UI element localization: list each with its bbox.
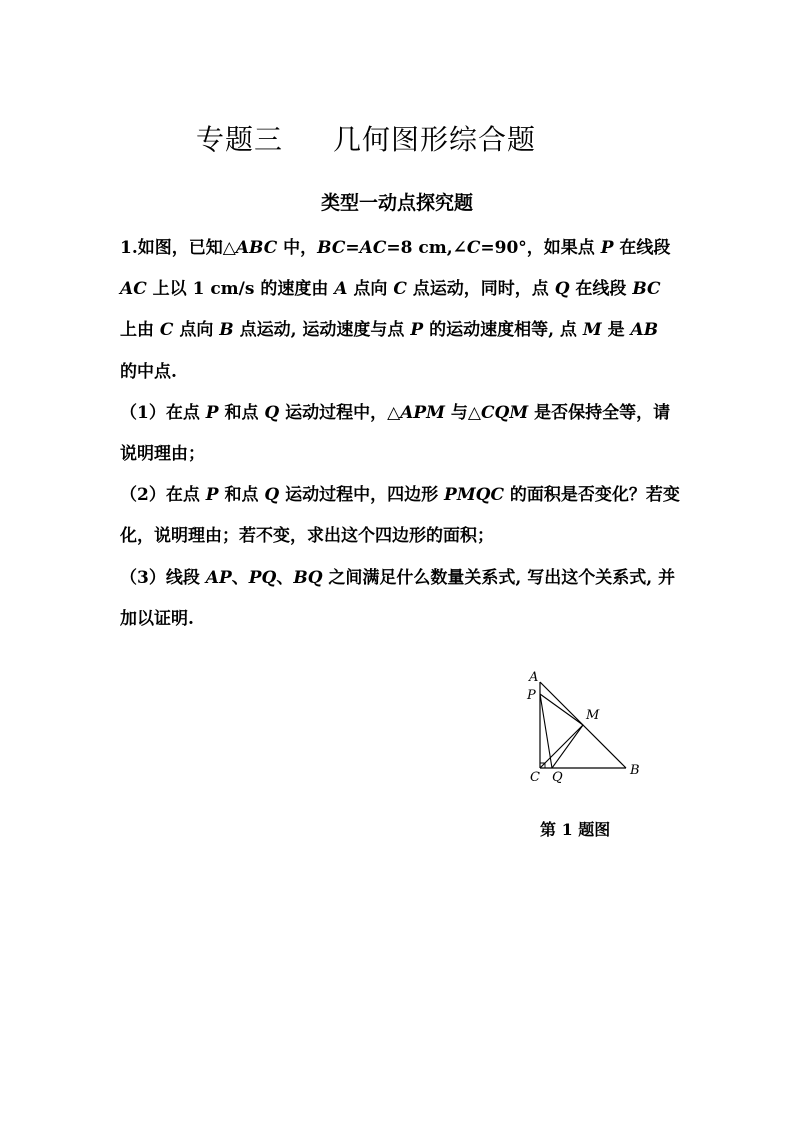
text-run: 是否保持全等，请说明理由； xyxy=(120,402,671,465)
math-variable: ABC xyxy=(235,238,278,258)
question-1 xyxy=(120,393,680,475)
math-variable: PQ xyxy=(248,567,277,588)
text-run: 上以 1 cm/s 的速度由 xyxy=(146,279,335,300)
problem-number: 1. xyxy=(120,238,138,258)
text-run: 如图，已知△ xyxy=(137,238,236,258)
text-run: 运动过程中，△ xyxy=(279,402,401,423)
text-run: （2）在点 xyxy=(120,485,206,506)
text-run: 的运动速度相等, 点 xyxy=(423,320,583,341)
math-variable: BC xyxy=(632,279,661,300)
text-run: 点向 xyxy=(347,279,394,300)
title-part-1: 专题三 xyxy=(196,123,284,156)
text-run: 是 xyxy=(601,320,631,341)
geometry-diagram xyxy=(520,662,650,792)
question-2 xyxy=(120,475,680,557)
segment-qm xyxy=(552,725,583,768)
text-run: （1）在点 xyxy=(120,402,206,423)
math-variable: P xyxy=(205,485,219,506)
math-variable: CQM xyxy=(481,402,529,423)
math-variable: Q xyxy=(264,485,280,506)
text-run: 在线段 xyxy=(569,279,633,300)
text-run: 点向 xyxy=(173,320,220,341)
math-variable: P xyxy=(600,238,614,258)
math-variable: APM xyxy=(400,402,445,423)
math-variable: A xyxy=(334,279,348,300)
label-m: M xyxy=(586,708,600,723)
section-subtitle: 类型一动点探究题 xyxy=(320,192,473,214)
math-variable: M xyxy=(582,320,602,341)
title-part-2: 几何图形综合题 xyxy=(333,123,537,156)
problem-text xyxy=(120,228,680,640)
problem-intro xyxy=(120,228,680,393)
problem-intro-body xyxy=(120,238,670,382)
text-run: 运动过程中，四边形 xyxy=(279,485,445,506)
math-variable: AC xyxy=(120,279,147,300)
label-p: P xyxy=(527,688,536,703)
math-variable: PMQC xyxy=(444,485,504,506)
segment-pm xyxy=(540,694,583,725)
text-run: 上由 xyxy=(120,320,160,341)
math-variable: B xyxy=(219,320,234,341)
math-variable: AC xyxy=(359,238,387,258)
text-run: 和点 xyxy=(218,485,265,506)
text-run: =8 cm,∠ xyxy=(386,238,467,258)
text-run: 点运动，同时，点 xyxy=(406,279,555,300)
text-run: 的中点. xyxy=(120,361,177,382)
text-run: 与△ xyxy=(445,402,481,423)
math-variable: BC xyxy=(317,238,346,258)
label-b: B xyxy=(630,763,640,778)
text-run: =90°，如果点 xyxy=(480,238,601,258)
label-c: C xyxy=(530,770,540,785)
text-run: 中， xyxy=(277,238,318,258)
geometry-figure xyxy=(520,662,650,792)
math-variable: C xyxy=(466,238,481,258)
math-variable: P xyxy=(410,320,424,341)
math-variable: C xyxy=(393,279,407,300)
text-run: （3）线段 xyxy=(120,567,206,588)
text-run: = xyxy=(345,238,360,258)
text-run: 之间满足什么数量关系式, 写出这个关系式, 并加以证明. xyxy=(120,567,676,629)
math-variable: Q xyxy=(554,279,570,300)
text-run: 点运动, 运动速度与点 xyxy=(233,320,411,341)
math-variable: AP xyxy=(205,567,232,588)
math-variable: C xyxy=(159,320,174,341)
text-run: 、 xyxy=(231,567,249,588)
text-run: 、 xyxy=(276,567,294,588)
math-variable: BQ xyxy=(293,567,323,588)
label-a: A xyxy=(529,670,539,685)
math-variable: AB xyxy=(630,320,659,341)
text-run: 在线段 xyxy=(613,238,671,258)
text-run: 的面积是否变化？若变化，说明理由；若不变，求出这个四边形的面积； xyxy=(120,485,680,547)
question-3 xyxy=(120,558,680,640)
math-variable: Q xyxy=(264,402,280,423)
figure-caption: 第 1 题图 xyxy=(540,820,611,839)
text-run: 和点 xyxy=(218,402,265,423)
math-variable: P xyxy=(205,402,219,423)
segment-pq xyxy=(540,694,552,768)
label-q: Q xyxy=(552,770,563,785)
page-title xyxy=(196,118,536,158)
